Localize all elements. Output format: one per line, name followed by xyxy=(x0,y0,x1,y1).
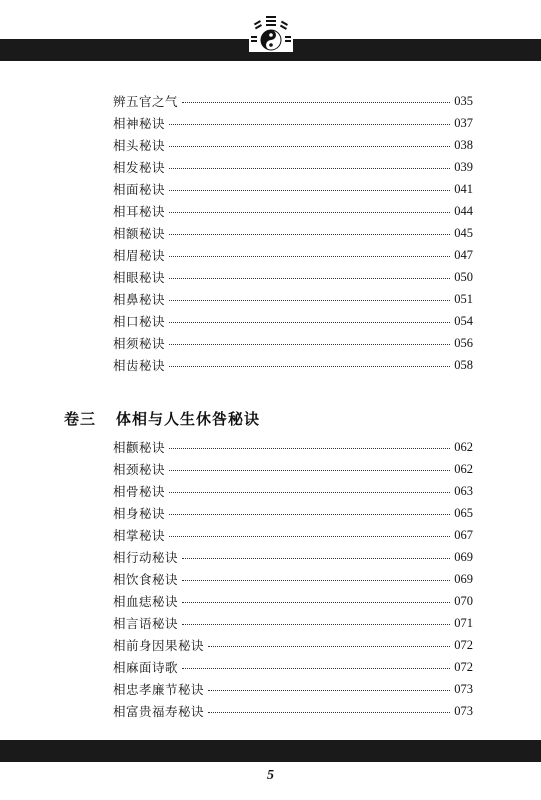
toc-entry[interactable] xyxy=(113,657,473,677)
dot-leader xyxy=(169,182,450,191)
toc-entry-title: 相掌秘诀 xyxy=(113,528,166,543)
toc-entry[interactable] xyxy=(113,289,473,309)
toc-entry-page: 050 xyxy=(454,269,473,284)
toc-entry-title: 相头秘诀 xyxy=(113,138,166,153)
toc-entry-page: 073 xyxy=(454,681,473,696)
dot-leader xyxy=(169,462,450,471)
toc-entry-title: 相额秘诀 xyxy=(113,226,166,241)
toc-entry-page: 072 xyxy=(454,637,473,652)
toc-entry-title: 相眼秘诀 xyxy=(113,270,166,285)
toc-entry-title: 相鼻秘诀 xyxy=(113,292,166,307)
dot-leader xyxy=(169,160,450,169)
toc-entry-title: 相神秘诀 xyxy=(113,116,166,131)
toc-entry[interactable] xyxy=(113,569,473,589)
toc-entry-title: 相颧秘诀 xyxy=(113,440,166,455)
dot-leader xyxy=(169,358,450,367)
toc-entry-title: 相齿秘诀 xyxy=(113,358,166,373)
toc-entry-page: 035 xyxy=(454,93,473,108)
toc-entry-page: 072 xyxy=(454,659,473,674)
toc-entry-page: 063 xyxy=(454,483,473,498)
dot-leader xyxy=(169,314,450,323)
toc-entry[interactable] xyxy=(113,223,473,243)
toc-entry[interactable] xyxy=(113,679,473,699)
page-number: 5 xyxy=(267,768,274,783)
toc-entry-page: 038 xyxy=(454,137,473,152)
volume-label: 卷三 xyxy=(64,409,97,428)
bagua-yin-yang-icon xyxy=(249,14,293,52)
toc-entry-title: 相须秘诀 xyxy=(113,336,166,351)
dot-leader xyxy=(182,572,450,581)
toc-entry-page: 062 xyxy=(454,439,473,454)
dot-leader xyxy=(169,116,450,125)
toc-entry[interactable] xyxy=(113,355,473,375)
dot-leader xyxy=(182,550,450,559)
toc-entry-title: 相血痣秘诀 xyxy=(113,594,179,609)
dot-leader xyxy=(182,660,450,669)
toc-entry[interactable] xyxy=(113,201,473,221)
dot-leader xyxy=(208,638,450,647)
toc-entry-page: 065 xyxy=(454,505,473,520)
section-title: 体相与人生休咎秘诀 xyxy=(116,409,261,428)
toc-entry-page: 045 xyxy=(454,225,473,240)
toc-entry-page: 069 xyxy=(454,549,473,564)
dot-leader xyxy=(169,226,450,235)
toc-entry[interactable] xyxy=(113,113,473,133)
toc-entry[interactable] xyxy=(113,591,473,611)
toc-entry-page: 058 xyxy=(454,357,473,372)
dot-leader xyxy=(208,704,450,713)
toc-entry-page: 047 xyxy=(454,247,473,262)
toc-entry-title: 相言语秘诀 xyxy=(113,616,179,631)
dot-leader xyxy=(182,616,450,625)
section-heading[interactable] xyxy=(64,406,260,430)
toc-entry-title: 相身秘诀 xyxy=(113,506,166,521)
toc-entry-page: 069 xyxy=(454,571,473,586)
toc-entry-title: 相口秘诀 xyxy=(113,314,166,329)
toc-entry-page: 073 xyxy=(454,703,473,718)
toc-entry[interactable] xyxy=(113,701,473,721)
dot-leader xyxy=(169,270,450,279)
toc-entry-title: 相前身因果秘诀 xyxy=(113,638,205,653)
toc-entry-title: 相麻面诗歌 xyxy=(113,660,179,675)
toc-entry-title: 相行动秘诀 xyxy=(113,550,179,565)
toc-entry-title: 相耳秘诀 xyxy=(113,204,166,219)
dot-leader xyxy=(169,204,450,213)
dot-leader xyxy=(169,336,450,345)
dot-leader xyxy=(169,138,450,147)
toc-entry-page: 044 xyxy=(454,203,473,218)
toc-entry[interactable] xyxy=(113,311,473,331)
dot-leader xyxy=(169,528,450,537)
toc-entry-page: 041 xyxy=(454,181,473,196)
toc-entry-title: 辨五官之气 xyxy=(113,94,179,109)
toc-entry[interactable] xyxy=(113,267,473,287)
toc-entry[interactable] xyxy=(113,157,473,177)
toc-entry[interactable] xyxy=(113,635,473,655)
toc-entry-title: 相忠孝廉节秘诀 xyxy=(113,682,205,697)
toc-entry[interactable] xyxy=(113,179,473,199)
toc-entry-page: 051 xyxy=(454,291,473,306)
dot-leader xyxy=(182,594,450,603)
toc-entry[interactable] xyxy=(113,547,473,567)
toc-entry-page: 056 xyxy=(454,335,473,350)
toc-entry-title: 相富贵福寿秘诀 xyxy=(113,704,205,719)
toc-entry-title: 相骨秘诀 xyxy=(113,484,166,499)
toc-entry[interactable] xyxy=(113,613,473,633)
toc-entry[interactable] xyxy=(113,91,473,111)
toc-entry[interactable] xyxy=(113,459,473,479)
toc-entry[interactable] xyxy=(113,245,473,265)
dot-leader xyxy=(208,682,450,691)
toc-entry[interactable] xyxy=(113,503,473,523)
toc-entry[interactable] xyxy=(113,525,473,545)
toc-entry[interactable] xyxy=(113,437,473,457)
footer-bar xyxy=(0,740,541,762)
toc-entry-title: 相发秘诀 xyxy=(113,160,166,175)
dot-leader xyxy=(169,248,450,257)
dot-leader xyxy=(182,94,450,103)
dot-leader xyxy=(169,440,450,449)
toc-entry-page: 039 xyxy=(454,159,473,174)
dot-leader xyxy=(169,506,450,515)
dot-leader xyxy=(169,484,450,493)
toc-entry[interactable] xyxy=(113,333,473,353)
toc-entry-page: 070 xyxy=(454,593,473,608)
toc-entry-page: 071 xyxy=(454,615,473,630)
toc-entry-title: 相眉秘诀 xyxy=(113,248,166,263)
toc-entry-page: 062 xyxy=(454,461,473,476)
toc-entry-title: 相面秘诀 xyxy=(113,182,166,197)
toc-entry-page: 037 xyxy=(454,115,473,130)
toc-entry-page: 054 xyxy=(454,313,473,328)
toc-entry-title: 相颈秘诀 xyxy=(113,462,166,477)
toc-entry[interactable] xyxy=(113,135,473,155)
dot-leader xyxy=(169,292,450,301)
toc-entry[interactable] xyxy=(113,481,473,501)
toc-entry-page: 067 xyxy=(454,527,473,542)
toc-entry-title: 相饮食秘诀 xyxy=(113,572,179,587)
